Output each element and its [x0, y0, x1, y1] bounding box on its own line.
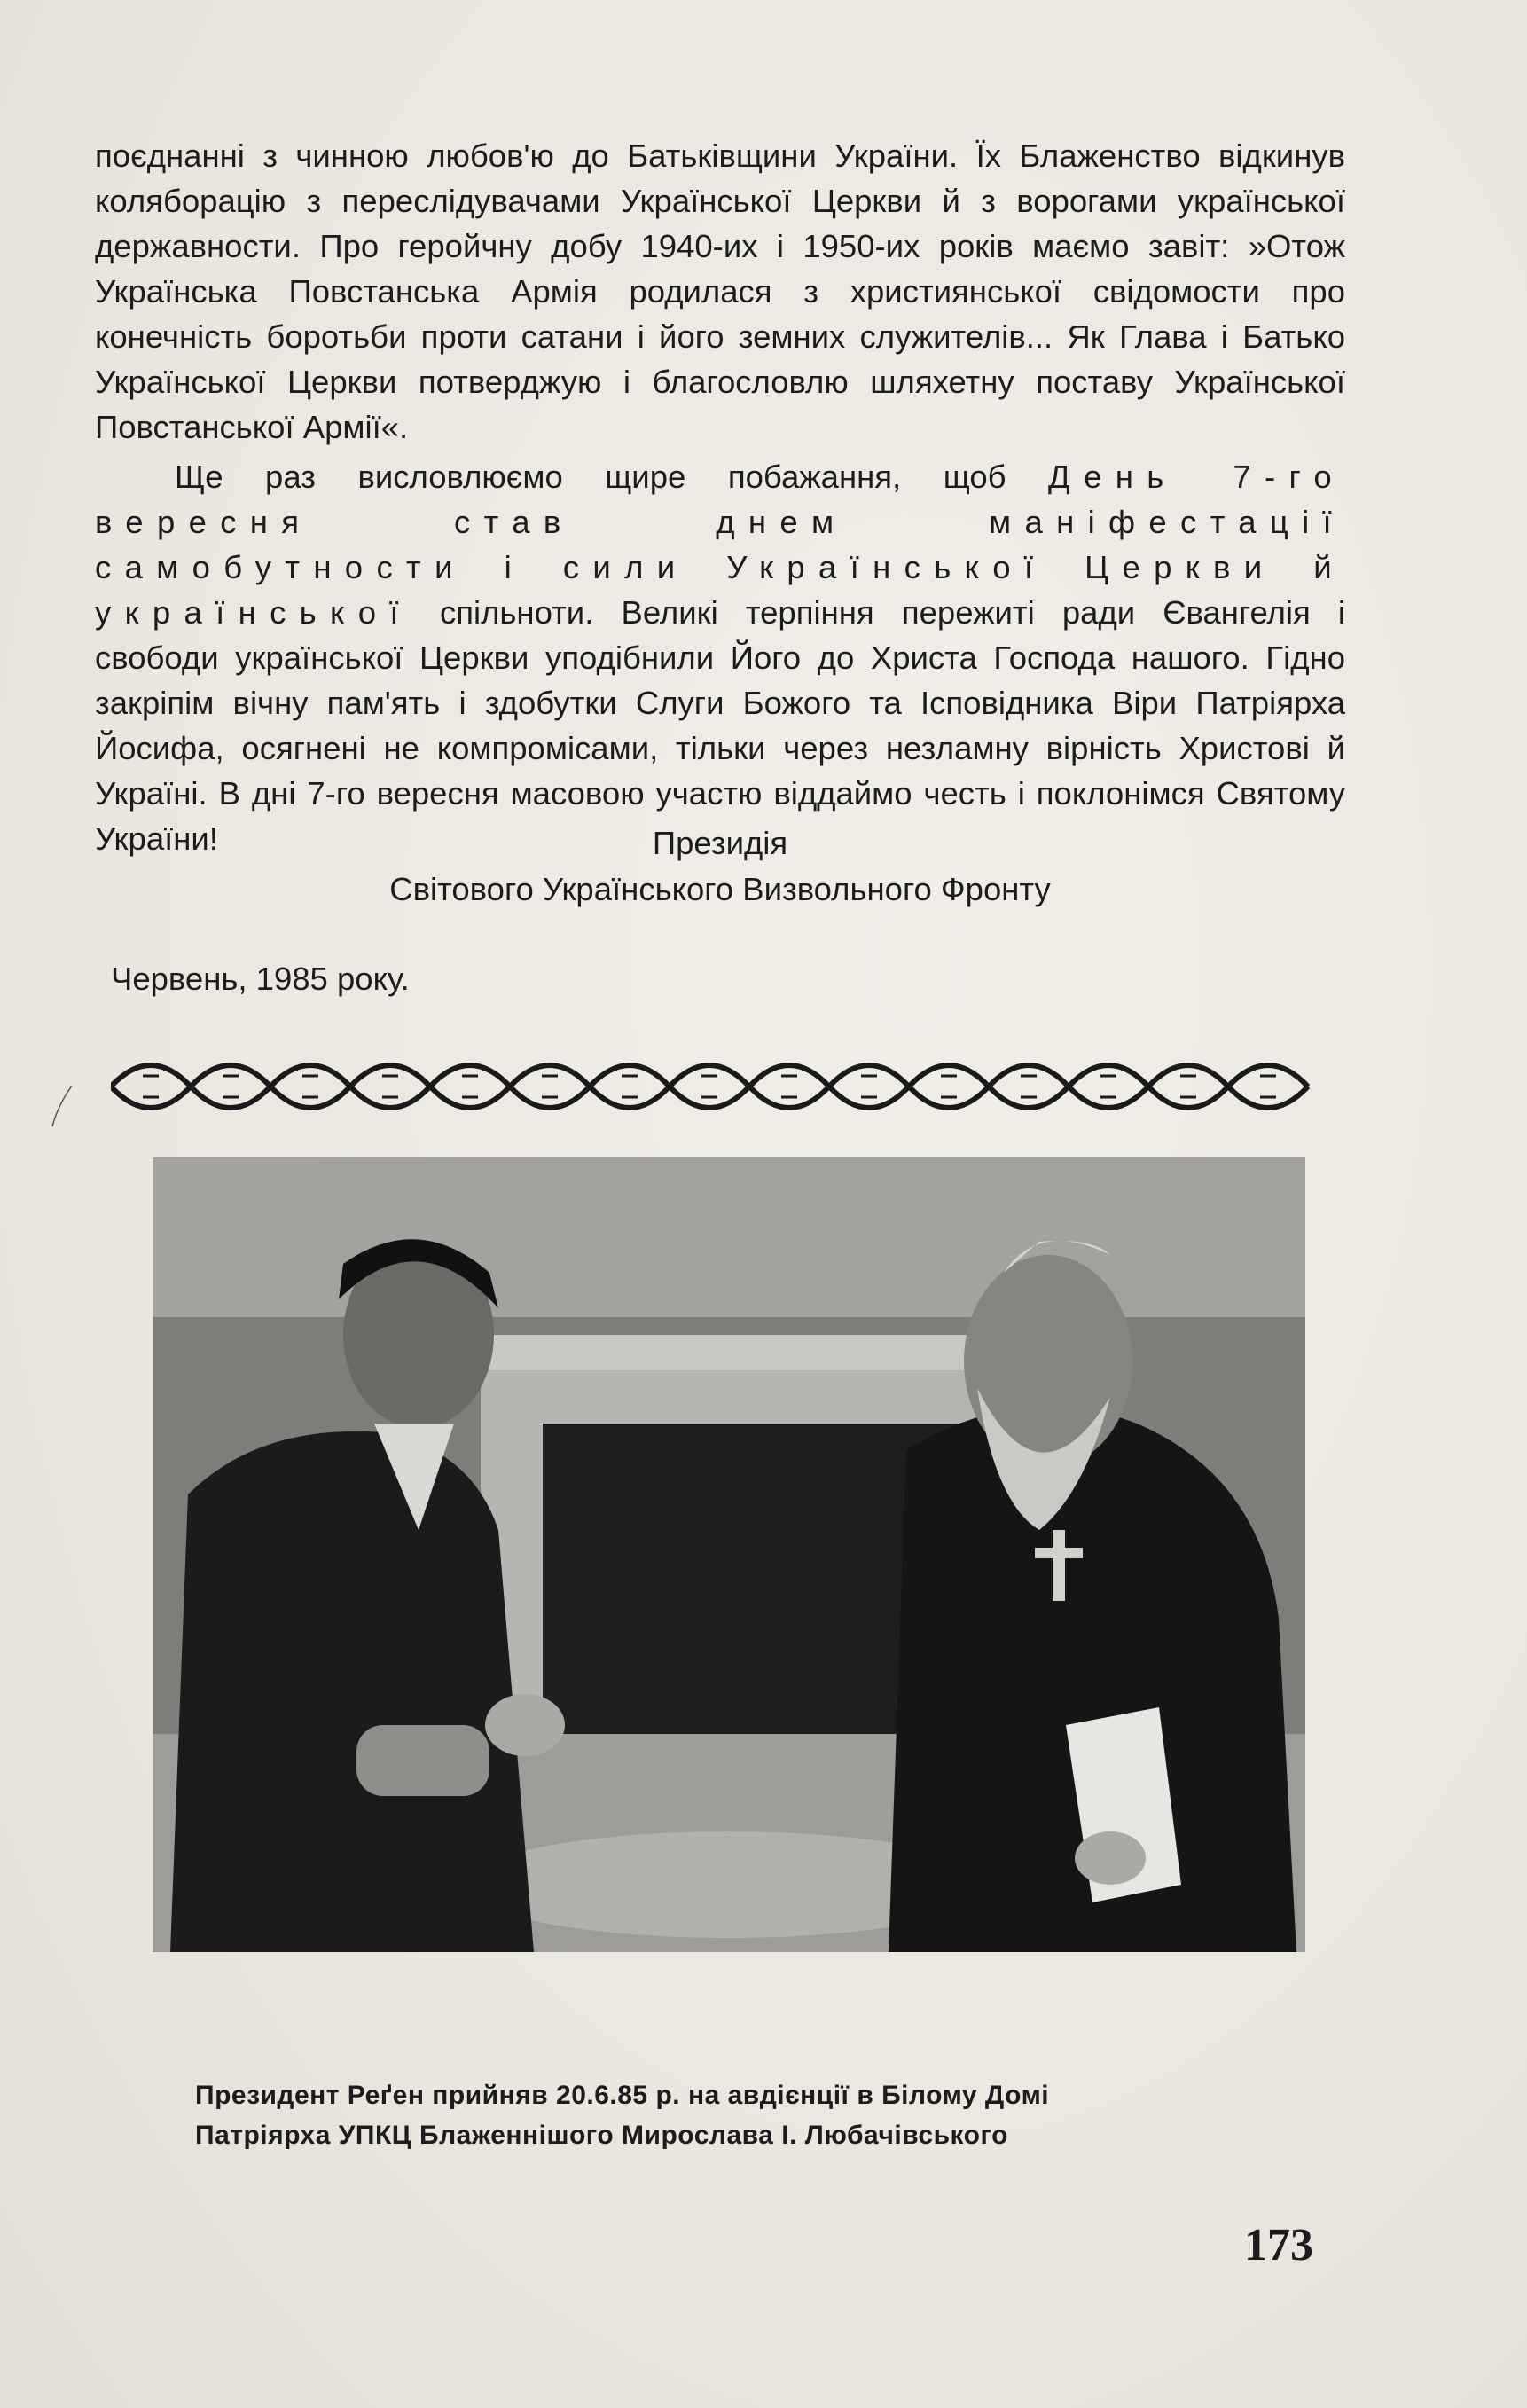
body-text [95, 133, 1345, 861]
date-line: Червень, 1985 року. [111, 961, 410, 997]
photo-reagan-meeting [153, 1157, 1305, 1952]
paragraph-2-end: спільноти. Великі терпіння пережиті ради Євангелія і свободи української Церкви уподібнили Його до Христа Господа нашого. Гідно закріпім вічну пам'ять і здобутки Слуги Божого та Ісповідника Віри Патріярха Йосифа, осягнені не компромісами, тільки через незламну вірність Христові й Україні. В дні 7-го вересня масовою участю віддаймо честь і поклонімся Святому України! [95, 594, 1345, 857]
signature-block [95, 820, 1345, 913]
margin-pencil-mark [49, 1084, 75, 1128]
signature-line-2: Світового Українського Визвольного Фронту [389, 871, 1051, 907]
decorative-border-ornament [111, 1058, 1312, 1115]
paragraph-2 [95, 454, 1345, 861]
photo-icon [153, 1157, 1305, 1952]
paragraph-1: поєднанні з чинною любов'ю до Батьківщини України. Їх Блаженство відкинув коляборацію з переслідувачами Української Церкви й з ворогами української державности. Про геройчну добу 1940-их і 1950-их років маємо завіт: »Отож Українська Повстанська Армія родилася з християнської свідомости про конечність боротьби проти сатани і його земних служителів... Як Глава і Батько Української Церкви потверджую і благословлю шляхетну поставу Української Повстанської Армії«. [95, 137, 1345, 445]
paragraph-2-start: Ще раз висловлюємо щире побажання, щоб [175, 459, 1049, 495]
caption-line-2: Патріярха УПКЦ Блаженнішого Мирослава І. Любачівського [195, 2121, 1008, 2150]
photo-caption [195, 2075, 1348, 2155]
paragraph-2-spaced: День 7-го вересня став днем маніфестації самобутности і сили Української Церкви й української [95, 459, 1345, 631]
page-number: 173 [1244, 2220, 1313, 2271]
signature-line-1: Президія [652, 825, 788, 861]
caption-line-1: Президент Реґен прийняв 20.6.85 р. на авдієнції в Білому Домі [195, 2081, 1050, 2110]
